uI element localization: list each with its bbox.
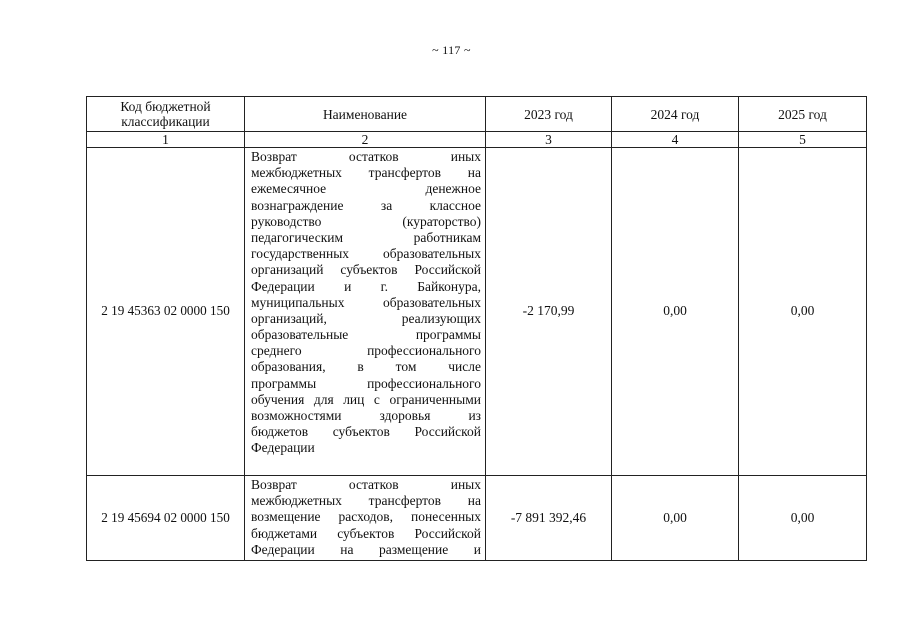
name-line: Федерации [251,440,315,456]
name-line: Возврат остатков иных [251,149,481,164]
name-line: ежемесячное денежное [251,181,481,197]
header-name: Наименование [245,97,486,132]
name-line: Федерации на размещение и [251,541,481,557]
name-line: бюджетами субъектов Российской [251,525,481,541]
budget-code: 2 19 45363 02 0000 150 [87,148,245,476]
header-2025: 2025 год [739,97,867,132]
header-code: Код бюджетной классификации [87,97,245,132]
name-line: среднего профессионального [251,343,481,359]
column-number: 5 [739,132,867,148]
amount-2025: 0,00 [739,476,867,561]
name-line: межбюджетных трансфертов на [251,165,481,181]
table-header-row [87,97,867,132]
column-number: 1 [87,132,245,148]
amount-2024: 0,00 [612,476,739,561]
name-line: возможностями здоровья из [251,408,481,423]
name-line: организаций субъектов Российской [251,262,481,278]
row-name [245,148,486,476]
amount-2025: 0,00 [739,148,867,476]
column-number: 2 [245,132,486,148]
column-number-row [87,132,867,148]
name-line: возмещение расходов, понесенных [251,509,481,525]
name-line: межбюджетных трансфертов на [251,493,481,509]
name-line: организаций, реализующих [251,310,481,326]
amount-2024: 0,00 [612,148,739,476]
name-line: Федерации и г. Байконура, [251,278,481,294]
budget-table [86,96,867,561]
table-row [87,476,867,561]
name-line: бюджетов субъектов Российской [251,424,481,440]
name-line: вознаграждение за классное [251,197,481,213]
name-line: руководство (кураторство) [251,213,481,229]
name-line: педагогическим работникам [251,229,481,245]
budget-code: 2 19 45694 02 0000 150 [87,476,245,561]
name-line: государственных образовательных [251,246,481,262]
page-number: ~ 117 ~ [432,43,471,57]
row-name [245,476,486,561]
name-line: Возврат остатков иных [251,477,481,492]
name-line: образования, в том числе [251,359,481,375]
name-line: образовательные программы [251,327,481,343]
amount-2023: -7 891 392,46 [486,476,612,561]
name-line: программы профессионального [251,375,481,391]
table-row [87,148,867,476]
column-number: 3 [486,132,612,148]
header-2023: 2023 год [486,97,612,132]
name-line: муниципальных образовательных [251,294,481,310]
amount-2023: -2 170,99 [486,148,612,476]
name-line: обучения для лиц с ограниченными [251,391,481,407]
column-number: 4 [612,132,739,148]
header-2024: 2024 год [612,97,739,132]
